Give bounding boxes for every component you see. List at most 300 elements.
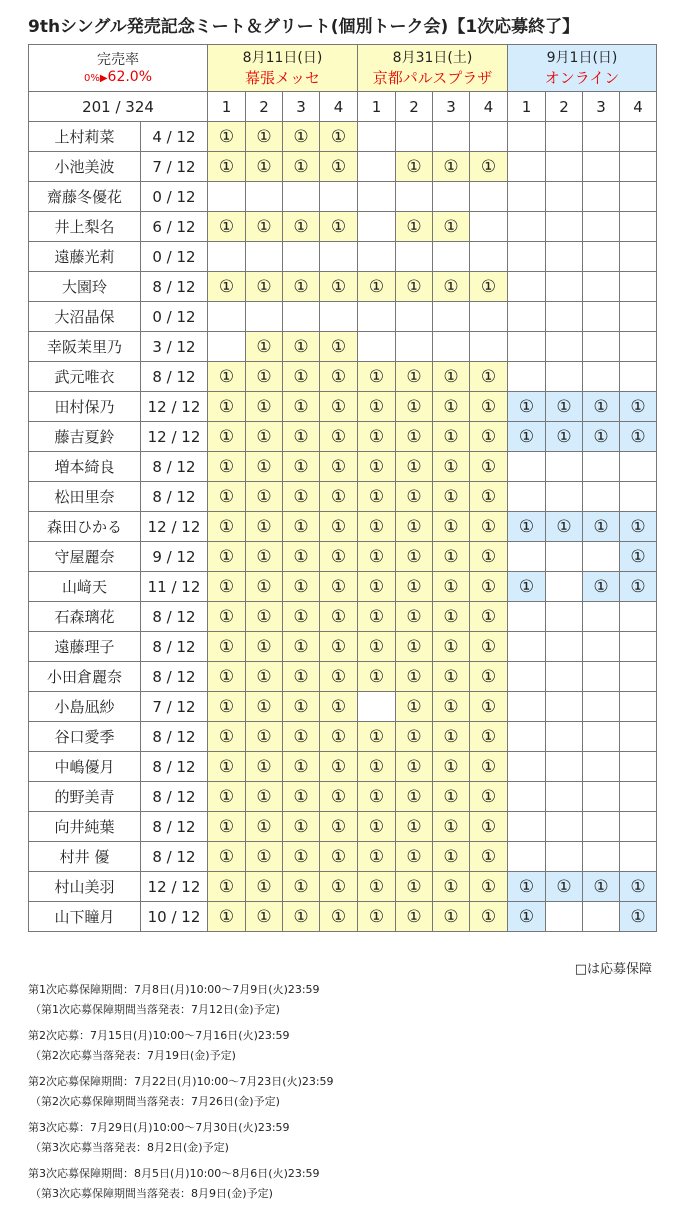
member-count: 8 / 12 (141, 482, 208, 512)
slot-mark: ① (218, 636, 235, 657)
slot-cell (283, 362, 320, 392)
slot-cell (283, 152, 320, 182)
slot-cell (546, 782, 583, 812)
slot-mark: ① (293, 486, 309, 507)
slot-cell (396, 872, 433, 902)
slot-mark: ① (406, 906, 422, 927)
slot-cell (358, 182, 396, 212)
event-date: 9月1日(日) (546, 49, 618, 66)
slot-cell (470, 872, 508, 902)
slot-cell (396, 662, 433, 692)
slot-cell (470, 242, 508, 272)
slot-cell (358, 362, 396, 392)
member-count: 8 / 12 (141, 722, 208, 752)
slot-cell (208, 632, 246, 662)
slot-cell (283, 302, 320, 332)
slot-cell (358, 422, 396, 452)
member-row (29, 782, 657, 812)
slot-cell (433, 872, 470, 902)
member-row (29, 812, 657, 842)
slot-cell (433, 182, 470, 212)
member-count: 12 / 12 (141, 392, 208, 422)
slot-mark: ① (480, 456, 497, 477)
slot-cell (208, 722, 246, 752)
slot-cell (508, 692, 546, 722)
slot-cell (433, 722, 470, 752)
slot-cell (396, 422, 433, 452)
slot-cell (620, 302, 657, 332)
slot-cell (620, 362, 657, 392)
slot-mark: ① (406, 876, 422, 897)
slot-cell (470, 302, 508, 332)
slot-mark: ① (293, 276, 309, 297)
slot-mark: ① (293, 876, 309, 897)
slot-cell (208, 902, 246, 932)
slot-cell (246, 782, 283, 812)
slot-mark: ① (368, 486, 385, 507)
slot-cell (246, 422, 283, 452)
slot-mark: ① (256, 426, 272, 447)
member-count: 11 / 12 (141, 572, 208, 602)
slot-mark: ① (293, 546, 309, 567)
event-header-online (508, 45, 657, 92)
slot-mark: ① (480, 426, 497, 447)
slot-mark: ① (518, 426, 535, 447)
member-row (29, 572, 657, 602)
slot-cell (583, 812, 620, 842)
slot-cell (246, 452, 283, 482)
slot-cell (358, 242, 396, 272)
slot-mark: ① (368, 666, 385, 687)
slot-mark: ① (518, 396, 535, 417)
member-name: 森田ひかる (29, 512, 141, 542)
slot-mark: ① (518, 516, 535, 537)
slot-cell (283, 812, 320, 842)
slot-mark: ① (218, 276, 235, 297)
slot-cell (396, 542, 433, 572)
slot-cell (246, 812, 283, 842)
slot-cell (546, 362, 583, 392)
slot-mark: ① (406, 396, 422, 417)
slot-mark: ① (293, 846, 309, 867)
slot-cell (583, 302, 620, 332)
slot-mark: ① (556, 516, 572, 537)
member-row (29, 602, 657, 632)
slot-cell (470, 122, 508, 152)
slot-cell (246, 902, 283, 932)
slot-cell (320, 512, 358, 542)
slot-mark: ① (406, 846, 422, 867)
slot-number: 2 (246, 92, 283, 122)
slot-mark: ① (330, 606, 347, 627)
member-row (29, 872, 657, 902)
slot-cell (546, 572, 583, 602)
member-name: 谷口愛季 (29, 722, 141, 752)
slot-mark: ① (480, 666, 497, 687)
slot-cell (208, 692, 246, 722)
event-venue: 幕張メッセ (244, 68, 320, 87)
slot-cell (320, 272, 358, 302)
member-count: 8 / 12 (141, 752, 208, 782)
slot-cell (358, 692, 396, 722)
slot-cell (433, 752, 470, 782)
slot-cell (546, 512, 583, 542)
slot-cell (433, 422, 470, 452)
slot-number: 3 (283, 92, 320, 122)
slot-mark: ① (368, 276, 385, 297)
slot-cell (508, 602, 546, 632)
slot-cell (320, 842, 358, 872)
slot-cell (546, 392, 583, 422)
slot-cell (358, 512, 396, 542)
slot-mark: ① (218, 486, 235, 507)
slot-cell (320, 812, 358, 842)
slot-cell (433, 332, 470, 362)
slot-cell (283, 242, 320, 272)
slot-cell (358, 782, 396, 812)
slot-cell (433, 482, 470, 512)
slot-cell (620, 182, 657, 212)
slot-mark: ① (406, 426, 422, 447)
slot-cell (470, 482, 508, 512)
slot-mark: ① (218, 756, 235, 777)
slot-cell (208, 152, 246, 182)
slot-cell (620, 722, 657, 752)
slot-cell (508, 812, 546, 842)
slot-cell (583, 242, 620, 272)
slot-cell (508, 662, 546, 692)
slot-mark: ① (293, 156, 309, 177)
slot-cell (320, 632, 358, 662)
member-name: 的野美青 (29, 782, 141, 812)
slot-cell (508, 332, 546, 362)
slot-cell (620, 272, 657, 302)
slot-mark: ① (368, 396, 385, 417)
slot-cell (583, 752, 620, 782)
slot-mark: ① (406, 816, 422, 837)
member-name: 遠藤光莉 (29, 242, 141, 272)
slot-cell (433, 572, 470, 602)
slot-mark: ① (330, 336, 347, 357)
slot-mark: ① (480, 366, 497, 387)
slot-cell (546, 872, 583, 902)
slot-cell (433, 632, 470, 662)
slot-mark: ① (443, 156, 459, 177)
slot-mark: ① (630, 426, 646, 447)
slot-cell (396, 272, 433, 302)
slot-cell (546, 602, 583, 632)
slot-mark: ① (330, 366, 347, 387)
slot-cell (508, 122, 546, 152)
slot-cell (208, 242, 246, 272)
slot-cell (546, 902, 583, 932)
slot-cell (583, 842, 620, 872)
slot-cell (620, 452, 657, 482)
slot-cell (283, 872, 320, 902)
slot-cell (246, 542, 283, 572)
event-date: 8月31日(土) (392, 49, 473, 66)
note-subline: （第3次応募保障期間当落発表：8月9日(金)予定) (30, 1187, 273, 1200)
slot-number: 4 (320, 92, 358, 122)
slot-mark: ① (330, 876, 347, 897)
slot-cell (246, 722, 283, 752)
slot-mark: ① (330, 756, 347, 777)
slot-mark: ① (256, 786, 272, 807)
slot-number: 4 (470, 92, 508, 122)
slot-cell (246, 662, 283, 692)
slot-mark: ① (218, 366, 235, 387)
slot-cell (583, 122, 620, 152)
slot-cell (583, 632, 620, 662)
slot-number: 3 (583, 92, 620, 122)
slot-mark: ① (256, 846, 272, 867)
slot-cell (546, 242, 583, 272)
member-count: 8 / 12 (141, 452, 208, 482)
slot-mark: ① (480, 636, 497, 657)
member-name: 松田里奈 (29, 482, 141, 512)
slot-mark: ① (368, 906, 385, 927)
slot-mark: ① (218, 786, 235, 807)
slot-cell (546, 272, 583, 302)
slot-mark: ① (293, 636, 309, 657)
member-row (29, 542, 657, 572)
slot-cell (508, 512, 546, 542)
slot-cell (620, 812, 657, 842)
slot-mark: ① (443, 696, 459, 717)
member-row (29, 692, 657, 722)
member-name: 齋藤冬優花 (29, 182, 141, 212)
note-subline: （第2次応募当落発表：7月19日(金)予定) (30, 1049, 236, 1062)
slot-cell (433, 122, 470, 152)
slot-cell (358, 752, 396, 782)
slot-cell (320, 542, 358, 572)
sellout-rate-value-line (29, 69, 207, 85)
slot-mark: ① (480, 786, 497, 807)
member-name: 増本綺良 (29, 452, 141, 482)
slot-cell (320, 332, 358, 362)
slot-cell (620, 482, 657, 512)
slot-mark: ① (330, 576, 347, 597)
slot-mark: ① (218, 126, 235, 147)
slot-mark: ① (256, 456, 272, 477)
slot-cell (208, 512, 246, 542)
slot-cell (470, 452, 508, 482)
slot-number: 1 (508, 92, 546, 122)
slot-cell (546, 482, 583, 512)
slot-cell (320, 662, 358, 692)
member-name: 中嶋優月 (29, 752, 141, 782)
slot-cell (320, 602, 358, 632)
slot-cell (358, 452, 396, 482)
slot-cell (396, 692, 433, 722)
slot-mark: ① (406, 576, 422, 597)
member-name: 井上梨名 (29, 212, 141, 242)
slot-cell (358, 332, 396, 362)
slot-mark: ① (443, 366, 459, 387)
slot-cell (358, 722, 396, 752)
slot-cell (396, 332, 433, 362)
slot-mark: ① (443, 726, 459, 747)
slot-mark: ① (443, 666, 459, 687)
slot-cell (583, 272, 620, 302)
slot-cell (320, 212, 358, 242)
slot-cell (208, 782, 246, 812)
slot-mark: ① (218, 876, 235, 897)
slot-mark: ① (443, 276, 459, 297)
slot-cell (620, 872, 657, 902)
slot-mark: ① (293, 726, 309, 747)
slot-cell (283, 272, 320, 302)
slot-cell (583, 602, 620, 632)
slot-cell (396, 362, 433, 392)
slot-mark: ① (330, 216, 347, 237)
slot-cell (358, 392, 396, 422)
slot-mark: ① (443, 906, 459, 927)
slot-mark: ① (406, 456, 422, 477)
member-count: 12 / 12 (141, 512, 208, 542)
slot-cell (208, 602, 246, 632)
slot-cell (508, 842, 546, 872)
slot-mark: ① (256, 396, 272, 417)
slot-cell (358, 602, 396, 632)
slot-mark: ① (406, 636, 422, 657)
slot-mark: ① (330, 276, 347, 297)
slot-mark: ① (293, 426, 309, 447)
slot-cell (320, 572, 358, 602)
slot-mark: ① (480, 546, 497, 567)
member-name: 小田倉麗奈 (29, 662, 141, 692)
slot-cell (358, 482, 396, 512)
slot-mark: ① (443, 846, 459, 867)
slot-cell (246, 482, 283, 512)
slot-cell (246, 362, 283, 392)
slot-mark: ① (480, 396, 497, 417)
slot-mark: ① (293, 696, 309, 717)
slot-mark: ① (443, 816, 459, 837)
sellout-rate-prefix: 0%▶ (83, 73, 108, 84)
member-row (29, 152, 657, 182)
slot-cell (283, 902, 320, 932)
sellout-rate-cell (29, 45, 208, 92)
slot-cell (396, 392, 433, 422)
slot-mark: ① (480, 876, 497, 897)
slot-cell (620, 332, 657, 362)
member-row (29, 242, 657, 272)
slot-number: 3 (433, 92, 470, 122)
slot-mark: ① (443, 486, 459, 507)
slot-mark: ① (330, 456, 347, 477)
slot-cell (208, 422, 246, 452)
slot-mark: ① (218, 726, 235, 747)
slot-mark: ① (218, 396, 235, 417)
slot-cell (508, 872, 546, 902)
slot-mark: ① (330, 696, 347, 717)
sellout-rate-value: 62.0% (107, 69, 153, 85)
slot-cell (620, 692, 657, 722)
member-name: 上村莉菜 (29, 122, 141, 152)
slot-mark: ① (480, 756, 497, 777)
member-count: 8 / 12 (141, 632, 208, 662)
slot-mark: ① (443, 426, 459, 447)
slot-cell (583, 662, 620, 692)
slot-mark: ① (330, 516, 347, 537)
slot-cell (208, 182, 246, 212)
slot-mark: ① (368, 516, 385, 537)
slot-cell (470, 512, 508, 542)
slot-mark: ① (406, 276, 422, 297)
slot-cell (583, 902, 620, 932)
member-count: 6 / 12 (141, 212, 208, 242)
slot-mark: ① (630, 576, 646, 597)
slot-mark: ① (443, 546, 459, 567)
member-count: 9 / 12 (141, 542, 208, 572)
slot-cell (283, 392, 320, 422)
slot-mark: ① (256, 726, 272, 747)
member-row (29, 302, 657, 332)
slot-cell (470, 902, 508, 932)
member-row (29, 662, 657, 692)
slot-mark: ① (256, 276, 272, 297)
slot-cell (396, 512, 433, 542)
slot-cell (508, 722, 546, 752)
slot-cell (246, 242, 283, 272)
slot-cell (433, 602, 470, 632)
slot-mark: ① (330, 546, 347, 567)
slot-mark: ① (218, 456, 235, 477)
slot-cell (583, 872, 620, 902)
slot-mark: ① (480, 726, 497, 747)
slot-cell (620, 752, 657, 782)
slot-cell (546, 542, 583, 572)
slot-cell (620, 902, 657, 932)
slot-cell (246, 512, 283, 542)
member-count: 3 / 12 (141, 332, 208, 362)
slot-cell (246, 272, 283, 302)
slot-cell (358, 902, 396, 932)
note-line: 第1次応募保障期間：7月8日(月)10:00〜7月9日(火)23:59 (28, 983, 320, 996)
slot-cell (546, 182, 583, 212)
note-line: 第3次応募保障期間：8月5日(月)10:00〜8月6日(火)23:59 (28, 1167, 320, 1180)
slot-mark: ① (443, 756, 459, 777)
slot-mark: ① (368, 726, 385, 747)
slot-mark: ① (330, 816, 347, 837)
slot-cell (508, 302, 546, 332)
slot-cell (208, 332, 246, 362)
slot-cell (208, 662, 246, 692)
event-venue: 京都パルスプラザ (372, 68, 493, 87)
slot-cell (583, 542, 620, 572)
slot-cell (283, 482, 320, 512)
note-line: 第2次応募：7月15日(月)10:00〜7月16日(火)23:59 (28, 1029, 290, 1042)
total-count: 201 / 324 (29, 92, 208, 122)
slot-cell (620, 512, 657, 542)
slot-mark: ① (330, 636, 347, 657)
slot-mark: ① (368, 846, 385, 867)
slot-cell (396, 572, 433, 602)
slot-mark: ① (218, 426, 235, 447)
slot-cell (470, 842, 508, 872)
slot-cell (583, 512, 620, 542)
member-name: 遠藤理子 (29, 632, 141, 662)
member-count: 8 / 12 (141, 602, 208, 632)
slot-cell (583, 362, 620, 392)
slot-mark: ① (293, 666, 309, 687)
slot-mark: ① (443, 456, 459, 477)
slot-cell (470, 692, 508, 722)
slot-cell (283, 632, 320, 662)
slot-cell (246, 752, 283, 782)
slot-mark: ① (256, 486, 272, 507)
